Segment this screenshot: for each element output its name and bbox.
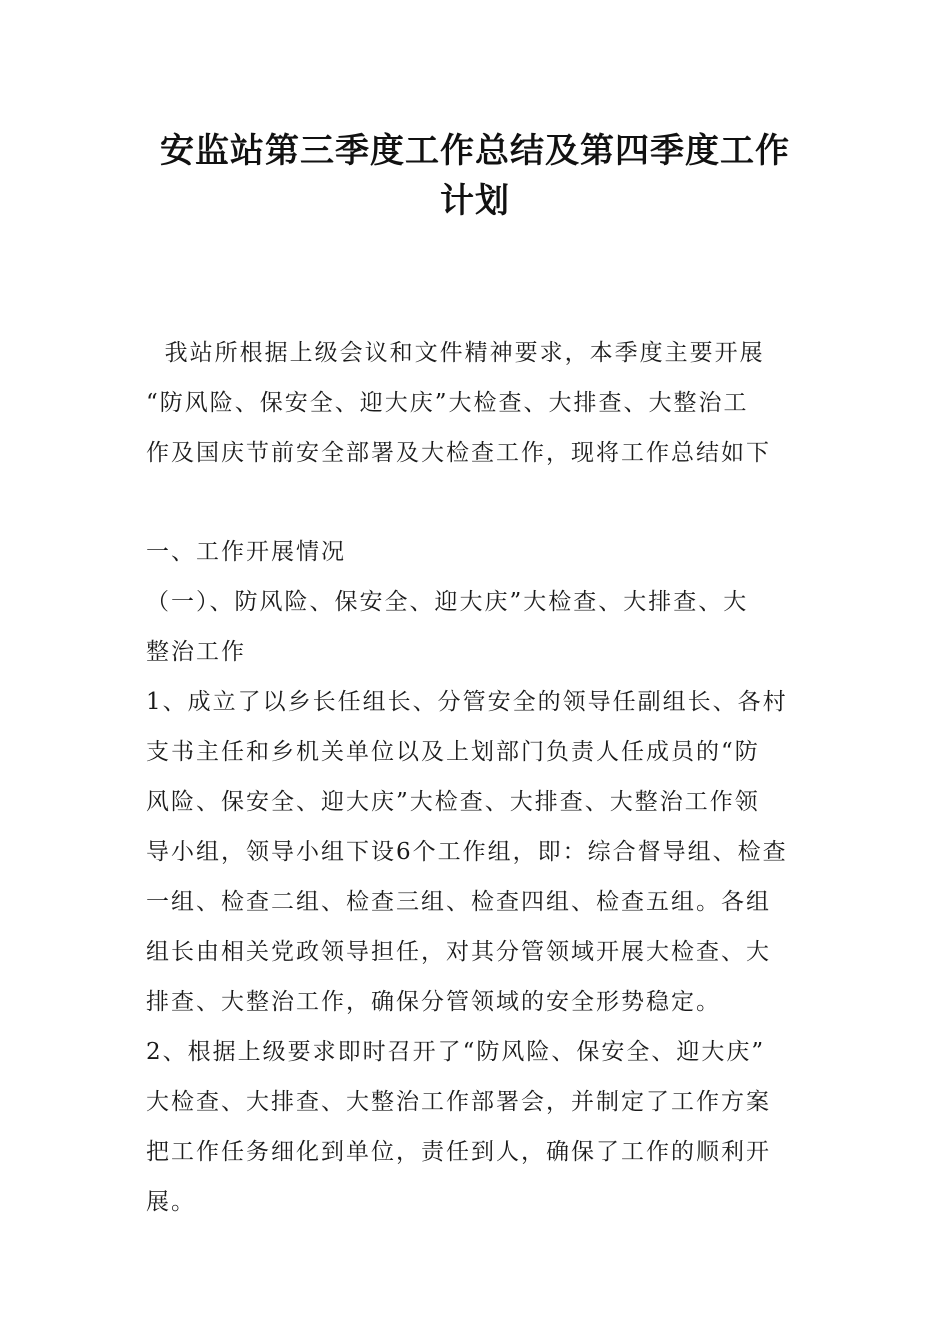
- intro-line: “防风险、保安全、迎大庆”大检查、大排查、大整治工: [146, 390, 749, 416]
- body-line: 风险、保安全、迎大庆”大检查、大排查、大整治工作领: [146, 789, 760, 815]
- body-line: 组长由相关党政领导担任，对其分管领域开展大检查、大: [146, 939, 771, 965]
- body-line: 大检查、大排查、大整治工作部署会，并制定了工作方案: [146, 1089, 771, 1115]
- subsection-heading-line: （一）、防风险、保安全、迎大庆”大检查、大排查、大: [146, 589, 749, 615]
- body-line: 2、根据上级要求即时召开了“防风险、保安全、迎大庆”: [146, 1039, 766, 1065]
- intro-line: 我站所根据上级会议和文件精神要求，本季度主要开展: [146, 340, 765, 366]
- body-line: 把工作任务细化到单位，责任到人，确保了工作的顺利开: [146, 1139, 771, 1165]
- intro-line: 作及国庆节前安全部署及大检查工作，现将工作总结如下: [146, 440, 771, 466]
- body-line: 展。: [146, 1189, 196, 1215]
- document-title: [120, 126, 830, 226]
- section-heading: 一、工作开展情况: [146, 539, 346, 565]
- body-line: 1、成立了以乡长任组长、分管安全的领导任副组长、各村: [146, 689, 788, 715]
- body-line: 排查、大整治工作，确保分管领域的安全形势稳定。: [146, 989, 721, 1015]
- body-line: 一组、检查二组、检查三组、检查四组、检查五组。各组: [146, 889, 771, 915]
- body-line: 支书主任和乡机关单位以及上划部门负责人任成员的“防: [146, 739, 760, 765]
- subsection-heading-line: 整治工作: [146, 639, 246, 665]
- work-progress-section: [146, 527, 806, 1227]
- title-line-1: 安监站第三季度工作总结及第四季度工作: [160, 131, 790, 171]
- intro-paragraph: [146, 328, 806, 478]
- title-line-2: 计划: [440, 181, 510, 221]
- body-line: 导小组，领导小组下设6个工作组，即：综合督导组、检查: [146, 839, 788, 865]
